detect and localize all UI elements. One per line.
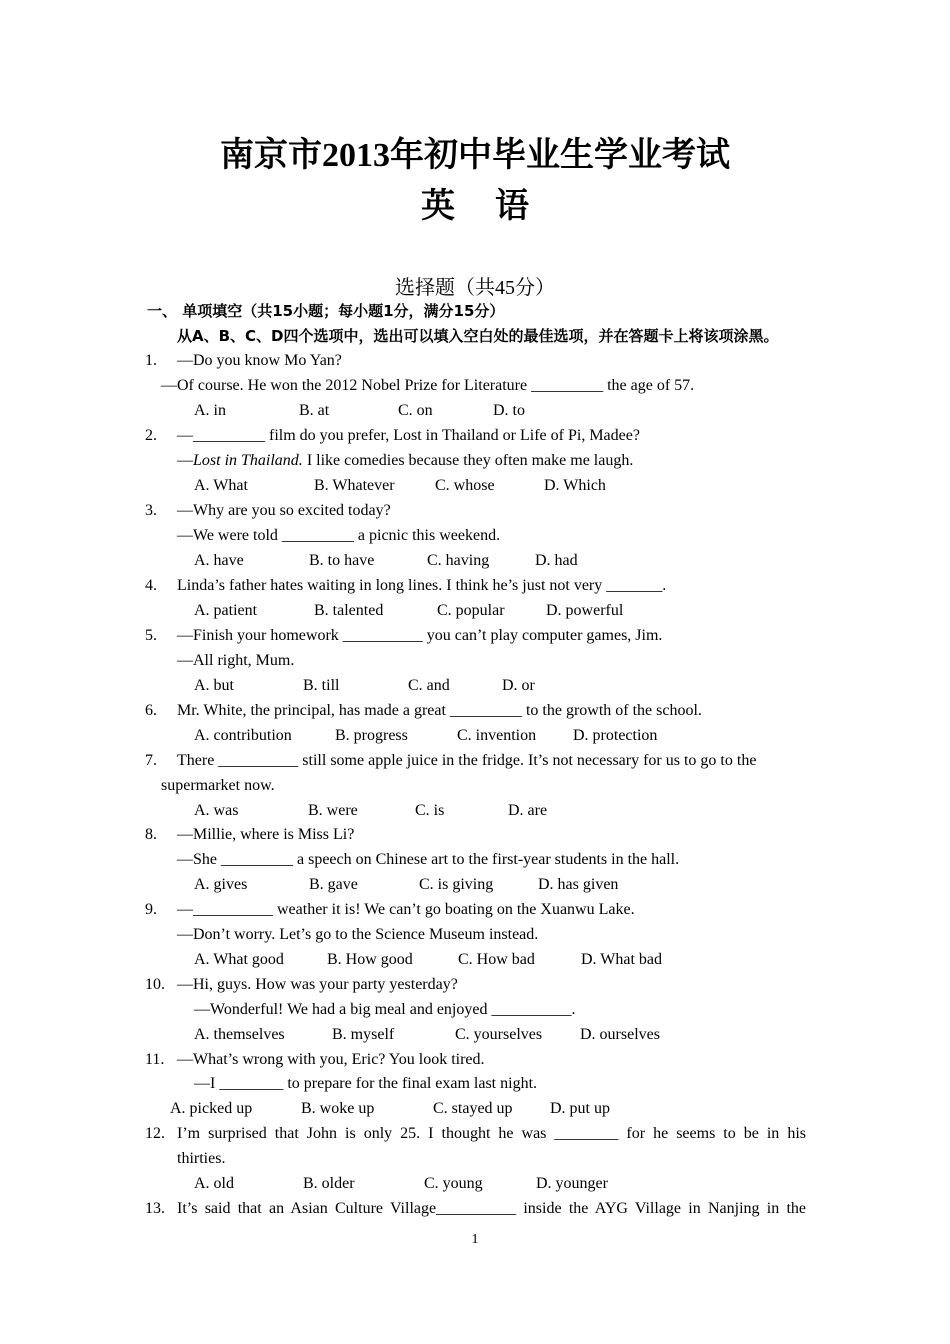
option-c: C. How bad bbox=[458, 951, 535, 968]
option-a: A. What good bbox=[194, 951, 284, 968]
question-number: 4. bbox=[145, 577, 157, 594]
question-number: 11. bbox=[145, 1051, 165, 1068]
option-d: D. put up bbox=[550, 1100, 610, 1117]
question-number: 8. bbox=[145, 826, 157, 843]
option-a: A. patient bbox=[194, 602, 258, 619]
option-a: A. picked up bbox=[170, 1100, 253, 1117]
option-a: A. in bbox=[194, 402, 226, 419]
question-number: 2. bbox=[145, 427, 157, 444]
option-d: D. protection bbox=[573, 727, 658, 744]
option-c: C. having bbox=[427, 552, 490, 569]
question-line: —Of course. He won the 2012 Nobel Prize for Literature _________ the age of 57. bbox=[161, 377, 695, 394]
option-b: B. progress bbox=[335, 727, 408, 744]
option-b: B. talented bbox=[314, 602, 384, 619]
option-a: A. but bbox=[194, 677, 234, 694]
question-line: thirties. bbox=[177, 1150, 226, 1167]
option-c: C. and bbox=[408, 677, 450, 694]
question-line: There __________ still some apple juice in the fridge. It’s not necessary for us to go to the bbox=[177, 752, 757, 769]
option-b: B. at bbox=[299, 402, 330, 419]
option-c: C. whose bbox=[435, 477, 495, 494]
option-a: A. contribution bbox=[194, 727, 292, 744]
option-d: D. are bbox=[508, 802, 548, 819]
question-line: supermarket now. bbox=[161, 777, 275, 794]
film-title: Lost in Thailand. bbox=[193, 452, 303, 469]
option-b: B. older bbox=[303, 1175, 355, 1192]
question-number: 1. bbox=[145, 352, 157, 369]
option-b: B. till bbox=[303, 677, 340, 694]
question-line: —Why are you so excited today? bbox=[177, 502, 391, 519]
part-title: 一、 单项填空（共15小题；每小题1分，满分15分） bbox=[147, 302, 505, 320]
instruction: 从A、B、C、D四个选项中，选出可以填入空白处的最佳选项，并在答题卡上将该项涂黑。 bbox=[177, 327, 779, 345]
option-b: B. Whatever bbox=[314, 477, 395, 494]
option-b: B. to have bbox=[309, 552, 375, 569]
option-a: A. What bbox=[194, 477, 248, 494]
question-line: —_________ film do you prefer, Lost in Thailand or Life of Pi, Madee? bbox=[177, 427, 640, 444]
question-line-rest: I like comedies because they often make me laugh. bbox=[302, 452, 634, 469]
section-heading: 选择题（共45分） bbox=[395, 277, 555, 299]
question-line: —All right, Mum. bbox=[177, 652, 295, 669]
option-a: A. old bbox=[194, 1175, 234, 1192]
question-number: 6. bbox=[145, 702, 157, 719]
option-c: C. stayed up bbox=[433, 1100, 513, 1117]
question-line: —Don’t worry. Let’s go to the Science Museum instead. bbox=[177, 926, 539, 943]
question-line: I’m surprised that John is only 25. I thought he was ________ for he seems to be in his bbox=[177, 1125, 806, 1142]
option-d: D. younger bbox=[536, 1175, 608, 1192]
question-line: —Finish your homework __________ you can’t play computer games, Jim. bbox=[177, 627, 663, 644]
subject-title: 英语 bbox=[421, 188, 569, 225]
option-c: C. young bbox=[424, 1175, 483, 1192]
option-d: D. or bbox=[502, 677, 535, 694]
question-number: 5. bbox=[145, 627, 157, 644]
option-b: B. were bbox=[308, 802, 358, 819]
option-a: A. gives bbox=[194, 876, 248, 893]
option-d: D. Which bbox=[544, 477, 606, 494]
option-c: C. yourselves bbox=[455, 1026, 543, 1043]
question-line: —I ________ to prepare for the final exam last night. bbox=[194, 1075, 538, 1092]
question-number: 12. bbox=[145, 1125, 165, 1142]
question-line: —__________ weather it is! We can’t go boating on the Xuanwu Lake. bbox=[177, 901, 635, 918]
option-d: D. What bad bbox=[581, 951, 663, 968]
option-b: B. How good bbox=[327, 951, 413, 968]
question-line: Linda’s father hates waiting in long lines. I think he’s just not very _______. bbox=[177, 577, 667, 594]
option-a: A. was bbox=[194, 802, 239, 819]
question-line: —Lost in Thailand. I like comedies because they often make me laugh. bbox=[177, 452, 634, 469]
question-line: —Hi, guys. How was your party yesterday? bbox=[177, 976, 458, 993]
question-number: 3. bbox=[145, 502, 157, 519]
option-b: B. myself bbox=[332, 1026, 395, 1043]
option-c: C. on bbox=[398, 402, 433, 419]
question-line: It’s said that an Asian Culture Village__________ inside the AYG Village in Nanjing in the bbox=[177, 1200, 806, 1217]
question-line: —Wonderful! We had a big meal and enjoyed __________. bbox=[194, 1001, 576, 1018]
question-number: 10. bbox=[145, 976, 165, 993]
page-number: 1 bbox=[471, 1232, 479, 1247]
question-number: 13. bbox=[145, 1200, 165, 1217]
option-c: C. invention bbox=[457, 727, 537, 744]
option-a: A. have bbox=[194, 552, 244, 569]
question-line: —We were told _________ a picnic this weekend. bbox=[177, 527, 501, 544]
question-line: —She _________ a speech on Chinese art to the first-year students in the hall. bbox=[177, 851, 680, 868]
option-a: A. themselves bbox=[194, 1026, 285, 1043]
question-number: 9. bbox=[145, 901, 157, 918]
option-b: B. gave bbox=[309, 876, 358, 893]
option-c: C. is giving bbox=[419, 876, 494, 893]
question-line: —What’s wrong with you, Eric? You look tired. bbox=[177, 1051, 485, 1068]
option-d: D. ourselves bbox=[580, 1026, 660, 1043]
option-b: B. woke up bbox=[301, 1100, 375, 1117]
option-c: C. popular bbox=[437, 602, 505, 619]
question-line: —Do you know Mo Yan? bbox=[177, 352, 342, 369]
question-number: 7. bbox=[145, 752, 157, 769]
option-d: D. has given bbox=[538, 876, 619, 893]
question-line: Mr. White, the principal, has made a great _________ to the growth of the school. bbox=[177, 702, 702, 719]
question-line: —Millie, where is Miss Li? bbox=[177, 826, 355, 843]
exam-title: 南京市2013年初中毕业生学业考试 bbox=[220, 137, 730, 174]
option-d: D. to bbox=[493, 402, 525, 419]
option-d: D. powerful bbox=[546, 602, 624, 619]
option-d: D. had bbox=[535, 552, 578, 569]
option-c: C. is bbox=[415, 802, 445, 819]
